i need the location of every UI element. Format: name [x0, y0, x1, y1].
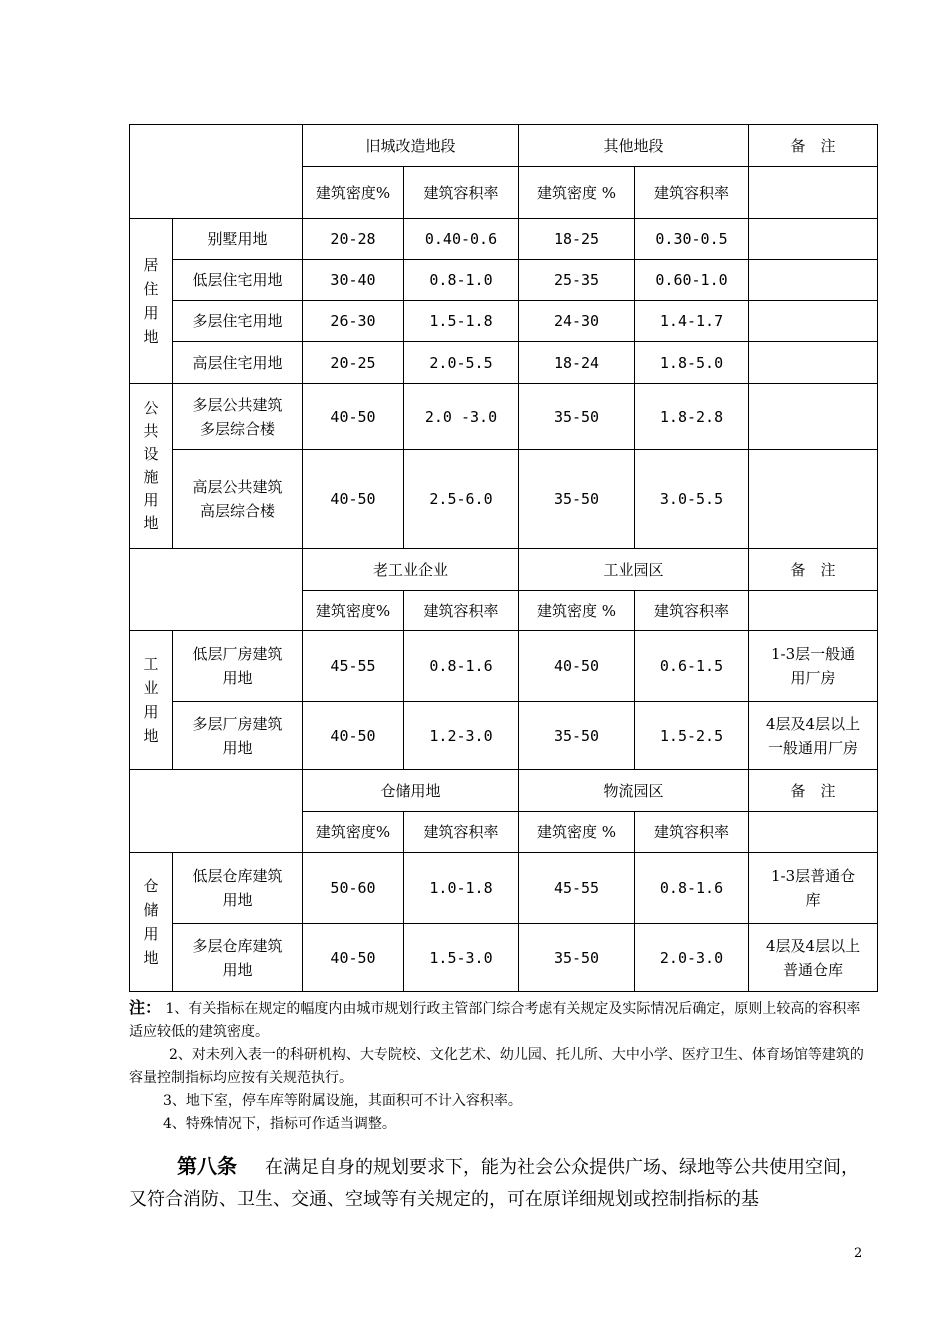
row-label: 低层仓库建筑 用地 — [173, 853, 303, 924]
cell-value: 0.60-1.0 — [635, 260, 749, 301]
note-4: 4、特殊情况下，指标可作适当调整。 — [163, 1116, 396, 1132]
row-label: 低层厂房建筑 用地 — [173, 631, 303, 702]
table-row — [130, 702, 878, 770]
note-3: 3、地下室，停车库等附属设施，其面积可不计入容积率。 — [163, 1093, 522, 1109]
subheader-far: 建筑容积率 — [404, 812, 519, 853]
table-row — [130, 301, 878, 342]
cell-value: 0.8-1.6 — [635, 853, 749, 924]
cell-value: 1.8-5.0 — [635, 342, 749, 384]
cell-value: 1.2-3.0 — [404, 702, 519, 770]
subheader-density: 建筑密度% — [303, 591, 404, 631]
article-text: 在满足自身的规划要求下，能为社会公众提供广场、绿地等公共使用空间，又符合消防、卫生、交通、空域等有关规定的，可在原详细规划或控制指标的基 — [129, 1157, 859, 1210]
cell-note — [749, 260, 878, 301]
header-blank — [130, 125, 303, 219]
cell-value: 40-50 — [303, 702, 404, 770]
cell-value: 30-40 — [303, 260, 404, 301]
category-public: 公 共 设 施 用 地 — [130, 384, 173, 549]
cell-value: 1.4-1.7 — [635, 301, 749, 342]
category-industrial: 工 业 用 地 — [130, 631, 173, 770]
cell-value: 45-55 — [519, 853, 635, 924]
table-row — [130, 853, 878, 924]
subheader-far: 建筑容积率 — [404, 591, 519, 631]
cell-value: 1.5-2.5 — [635, 702, 749, 770]
header-storage: 仓储用地 — [303, 770, 519, 812]
subheader-note-blank — [749, 167, 878, 219]
subheader-density: 建筑密度 % — [519, 167, 635, 219]
cell-value: 40-50 — [519, 631, 635, 702]
subheader-far: 建筑容积率 — [635, 167, 749, 219]
cell-value: 18-24 — [519, 342, 635, 384]
cell-value: 50-60 — [303, 853, 404, 924]
cell-value: 2.0-3.0 — [635, 924, 749, 992]
subheader-note-blank — [749, 591, 878, 631]
indicator-table — [129, 124, 878, 992]
note-1 — [129, 996, 869, 1044]
cell-value: 45-55 — [303, 631, 404, 702]
cell-note — [749, 301, 878, 342]
table-row — [130, 631, 878, 702]
category-storage: 仓 储 用 地 — [130, 853, 173, 992]
cell-value: 1.5-3.0 — [404, 924, 519, 992]
cell-note — [749, 384, 878, 450]
header-old-industry: 老工业企业 — [303, 549, 519, 591]
row-label: 多层住宅用地 — [173, 301, 303, 342]
subheader-density: 建筑密度 % — [519, 812, 635, 853]
cell-value: 18-25 — [519, 219, 635, 260]
cell-value: 2.0 -3.0 — [404, 384, 519, 450]
cell-value: 40-50 — [303, 924, 404, 992]
subheader-note-blank — [749, 812, 878, 853]
subheader-density: 建筑密度 % — [519, 591, 635, 631]
header-note: 备 注 — [749, 770, 878, 812]
cell-value: 1.5-1.8 — [404, 301, 519, 342]
cell-value: 40-50 — [303, 450, 404, 549]
cell-value: 1.0-1.8 — [404, 853, 519, 924]
cell-value: 0.8-1.0 — [404, 260, 519, 301]
table-row — [130, 924, 878, 992]
row-label: 多层公共建筑 多层综合楼 — [173, 384, 303, 450]
header-old-city: 旧城改造地段 — [303, 125, 519, 167]
cell-note — [749, 450, 878, 549]
cell-note — [749, 342, 878, 384]
subheader-far: 建筑容积率 — [404, 167, 519, 219]
row-label: 多层厂房建筑 用地 — [173, 702, 303, 770]
subheader-far: 建筑容积率 — [635, 812, 749, 853]
cell-value: 25-35 — [519, 260, 635, 301]
header-other-area: 其他地段 — [519, 125, 749, 167]
cell-value: 20-28 — [303, 219, 404, 260]
cell-value: 0.8-1.6 — [404, 631, 519, 702]
cell-value: 35-50 — [519, 924, 635, 992]
note-1-text: 1、有关指标在规定的幅度内由城市规划行政主管部门综合考虑有关规定及实际情况后确定，原则上较高的容积率适应较低的建筑密度。 — [129, 1001, 861, 1040]
cell-note: 4层及4层以上 普通仓库 — [749, 924, 878, 992]
table-notes — [129, 996, 869, 1136]
header-blank — [130, 770, 303, 853]
article-title: 第八条 — [177, 1154, 237, 1178]
header-blank — [130, 549, 303, 631]
subheader-density: 建筑密度% — [303, 167, 404, 219]
header-note: 备 注 — [749, 549, 878, 591]
cell-value: 0.30-0.5 — [635, 219, 749, 260]
cell-value: 2.5-6.0 — [404, 450, 519, 549]
cell-value: 35-50 — [519, 702, 635, 770]
page-number: 2 — [854, 1246, 863, 1261]
row-label: 低层住宅用地 — [173, 260, 303, 301]
table-row — [130, 342, 878, 384]
cell-note: 1-3层普通仓 库 — [749, 853, 878, 924]
cell-value: 26-30 — [303, 301, 404, 342]
cell-value: 1.8-2.8 — [635, 384, 749, 450]
cell-value: 3.0-5.5 — [635, 450, 749, 549]
table-row — [130, 384, 878, 450]
row-label: 高层住宅用地 — [173, 342, 303, 384]
article-paragraph — [129, 1150, 869, 1216]
subheader-far: 建筑容积率 — [635, 591, 749, 631]
cell-value: 20-25 — [303, 342, 404, 384]
row-label: 多层仓库建筑 用地 — [173, 924, 303, 992]
note-lead: 注： — [129, 998, 162, 1017]
cell-value: 0.6-1.5 — [635, 631, 749, 702]
row-label: 高层公共建筑 高层综合楼 — [173, 450, 303, 549]
cell-value: 35-50 — [519, 384, 635, 450]
cell-value: 0.40-0.6 — [404, 219, 519, 260]
subheader-density: 建筑密度% — [303, 812, 404, 853]
table-row — [130, 219, 878, 260]
header-logistics-park: 物流园区 — [519, 770, 749, 812]
cell-value: 2.0-5.5 — [404, 342, 519, 384]
cell-note: 4层及4层以上 一般通用厂房 — [749, 702, 878, 770]
row-label: 别墅用地 — [173, 219, 303, 260]
header-industrial-park: 工业园区 — [519, 549, 749, 591]
cell-note: 1-3层一般通 用厂房 — [749, 631, 878, 702]
category-residential: 居 住 用 地 — [130, 219, 173, 384]
cell-value: 24-30 — [519, 301, 635, 342]
header-note: 备 注 — [749, 125, 878, 167]
cell-value: 35-50 — [519, 450, 635, 549]
cell-note — [749, 219, 878, 260]
table-row — [130, 260, 878, 301]
note-2: 2、对未列入表一的科研机构、大专院校、文化艺术、幼儿园、托儿所、大中小学、医疗卫生、体育场馆等建筑的容量控制指标均应按有关规范执行。 — [129, 1047, 864, 1086]
cell-value: 40-50 — [303, 384, 404, 450]
table-row — [130, 450, 878, 549]
